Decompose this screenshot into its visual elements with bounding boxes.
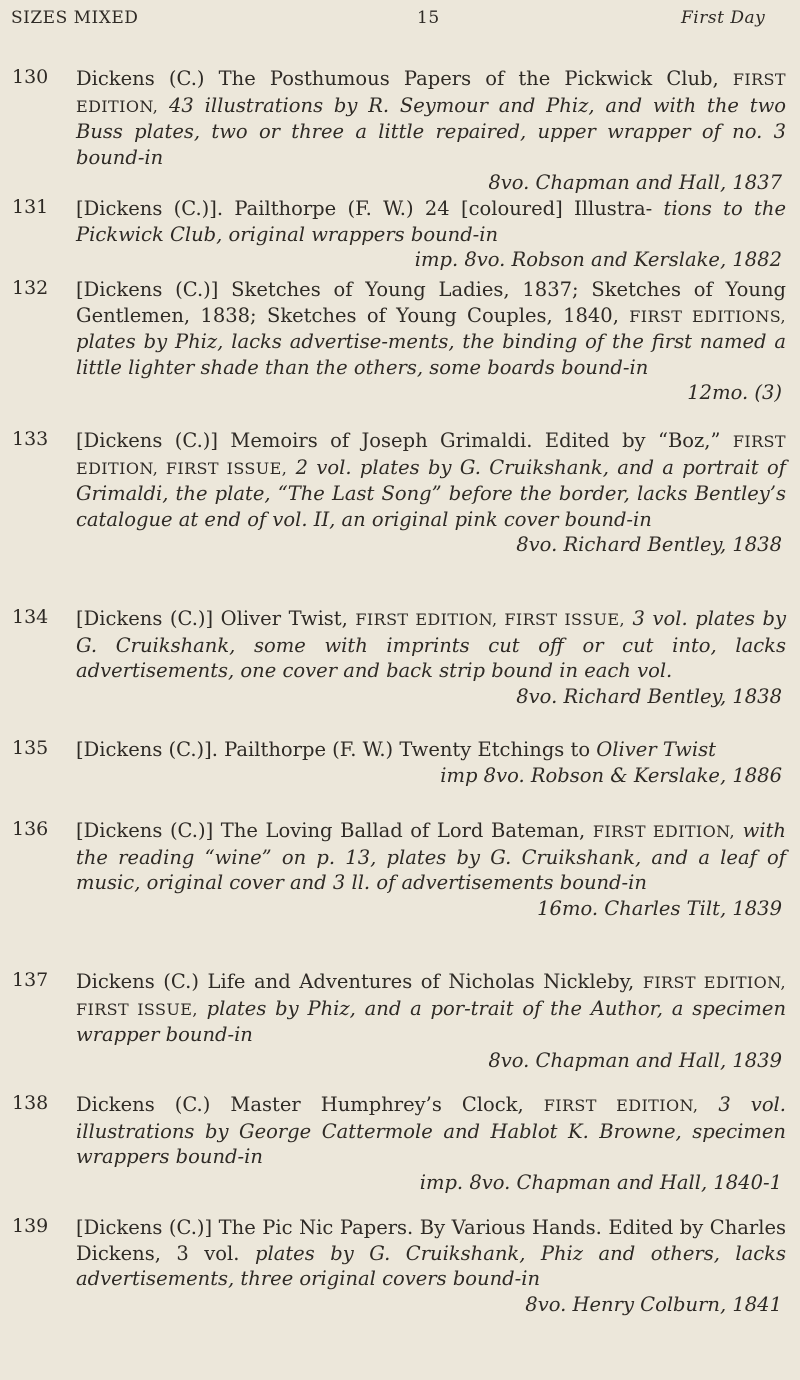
lot-heading: [Dickens (C.)] The Loving Ballad of Lord Bateman, <box>76 819 586 842</box>
lot-number: 130 <box>12 66 49 88</box>
header-right: First Day <box>681 8 766 28</box>
lot-heading: [Dickens (C.)] Memoirs of Joseph Grimaldi. Edited by “Boz,” <box>76 429 721 452</box>
lot-heading: [Dickens (C.)] The Pic Nic Papers. By Various Hands. Edited by Charles Dickens, 3 vol. <box>76 1216 786 1265</box>
lot-imprint: imp. 8vo. Chapman and Hall, 1840-1 <box>419 1170 782 1194</box>
header-left: SIZES MIXED <box>11 8 139 28</box>
lot-description <box>76 1215 786 1317</box>
lot-number: 136 <box>12 818 49 840</box>
lot-edition: FIRST EDITION, <box>592 822 736 841</box>
lot-imprint: 8vo. Henry Colburn, 1841 <box>525 1292 782 1316</box>
lot-details: 3 vol. plates by G. Cruikshank, some with imprints cut off or cut into, lacks advertisements, one cover and back strip bound in each vol. <box>76 607 786 682</box>
lot-description <box>76 1092 786 1195</box>
lot-edition: FIRST EDITION, <box>76 70 786 116</box>
lot-description <box>76 277 786 406</box>
lot-number: 133 <box>12 428 49 450</box>
lot-details: with the reading “wine” on p. 13, plates by G. Cruikshank, and a leaf of music, original cover and 3 ll. of advertisements bound-in <box>76 819 786 894</box>
lot-description <box>76 196 786 273</box>
lot-number: 139 <box>12 1215 49 1237</box>
lot-details: tions to the Pickwick Club, original wrappers bound-in <box>76 197 786 246</box>
lot-number: 138 <box>12 1092 49 1114</box>
lot-details: plates by Phiz, and a por-trait of the Author, a specimen wrapper bound-in <box>76 996 786 1046</box>
lot-imprint: 16mo. Charles Tilt, 1839 <box>537 896 782 920</box>
lot-imprint: 8vo. Richard Bentley, 1838 <box>516 684 782 708</box>
lot-number: 134 <box>12 606 49 628</box>
lot-heading: [Dickens (C.)]. Pailthorpe (F. W.) 24 [coloured] Illustra- <box>76 197 653 220</box>
lot-details: 43 illustrations by R. Seymour and Phiz, and with the two Buss plates, two or three a little repaired, upper wrapper of no. 3 bound-in <box>76 93 786 169</box>
lot-description <box>76 969 786 1073</box>
running-header <box>0 8 800 38</box>
lot-imprint: imp. 8vo. Robson and Kerslake, 1882 <box>414 248 782 271</box>
lot-number: 137 <box>12 969 49 991</box>
lot-details: plates by Phiz, lacks advertise-ments, the binding of the first named a little lighter shade than the others, some boards bound-in <box>76 330 786 379</box>
lot-imprint: 8vo. Chapman and Hall, 1839 <box>488 1048 782 1072</box>
page-number: 15 <box>417 8 440 28</box>
lot-imprint: 8vo. Chapman and Hall, 1837 <box>488 171 782 194</box>
lot-heading: [Dickens (C.)]. Pailthorpe (F. W.) Twenty Etchings to <box>76 738 591 761</box>
lot-details: plates by G. Cruikshank, Phiz and others, lacks advertisements, three original covers bound-in <box>76 1241 787 1290</box>
lot-number: 135 <box>12 737 49 759</box>
lot-description <box>76 66 786 196</box>
lot-details: 3 vol. illustrations by George Cattermole and Hablot K. Browne, specimen wrappers bound-in <box>76 1093 786 1168</box>
lot-description <box>76 818 786 921</box>
lot-description <box>76 428 786 558</box>
lot-edition: FIRST EDITION, <box>543 1096 699 1115</box>
lot-imprint: 8vo. Richard Bentley, 1838 <box>516 533 782 556</box>
lot-heading: Dickens (C.) Life and Adventures of Nicholas Nickleby, <box>76 970 635 993</box>
lot-edition: FIRST EDITION, FIRST ISSUE, <box>76 973 786 1019</box>
lot-heading: Dickens (C.) The Posthumous Papers of the Pickwick Club, <box>76 67 719 90</box>
lot-number: 131 <box>12 196 49 218</box>
lot-details: 2 vol. plates by G. Cruikshank, and a portrait of Grimaldi, the plate, “The Last Song” before the border, lacks Bentley’s catalogue at end of vol. II, an original pink cover bound-in <box>76 455 787 531</box>
lot-details: Oliver Twist <box>596 738 716 761</box>
lot-imprint: 12mo. (3) <box>687 381 782 404</box>
lot-edition: FIRST EDITIONS, <box>629 306 786 326</box>
lot-description <box>76 606 786 709</box>
lot-heading: [Dickens (C.)] Sketches of Young Ladies, 1837; Sketches of Young Gentlemen, 1838; Sketches of Young Couples, 1840, <box>76 278 786 327</box>
lot-imprint: imp 8vo. Robson & Kerslake, 1886 <box>440 763 782 787</box>
lot-number: 132 <box>12 277 49 299</box>
lot-description <box>76 737 786 788</box>
lot-heading: [Dickens (C.)] Oliver Twist, <box>76 607 348 630</box>
lot-edition: FIRST EDITION, FIRST ISSUE, <box>355 610 625 629</box>
lot-heading: Dickens (C.) Master Humphrey’s Clock, <box>76 1093 524 1116</box>
lot-edition: FIRST EDITION, FIRST ISSUE, <box>76 432 786 478</box>
